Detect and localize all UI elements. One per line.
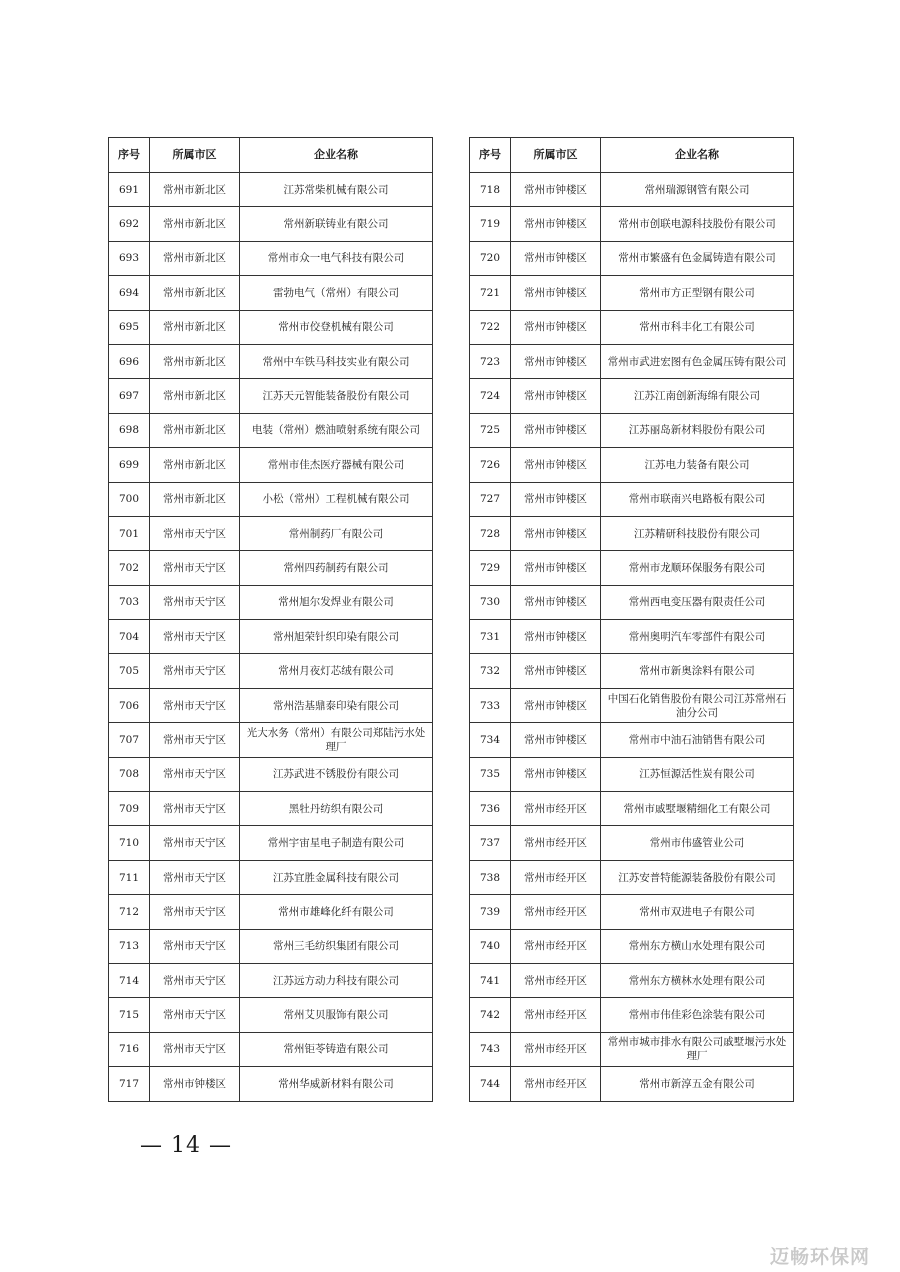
row-number: 710 <box>109 826 150 860</box>
row-company: 常州市雄峰化纤有限公司 <box>240 895 433 929</box>
row-company: 中国石化销售股份有限公司江苏常州石油分公司 <box>601 688 794 722</box>
row-company: 光大水务（常州）有限公司郑陆污水处理厂 <box>240 723 433 757</box>
row-district: 常州市钟楼区 <box>511 585 601 619</box>
row-number: 731 <box>470 620 511 654</box>
table-row <box>109 757 433 791</box>
table-row <box>470 585 794 619</box>
row-company: 常州西电变压器有限责任公司 <box>601 585 794 619</box>
row-district: 常州市钟楼区 <box>511 688 601 722</box>
row-district: 常州市钟楼区 <box>511 654 601 688</box>
row-district: 常州市天宁区 <box>150 688 240 722</box>
row-company: 常州旭尔发焊业有限公司 <box>240 585 433 619</box>
row-district: 常州市天宁区 <box>150 654 240 688</box>
row-district: 常州市经开区 <box>511 1032 601 1066</box>
row-company: 江苏江南创新海绵有限公司 <box>601 379 794 413</box>
row-company: 江苏恒源活性炭有限公司 <box>601 757 794 791</box>
table-row <box>109 516 433 550</box>
row-number: 734 <box>470 723 511 757</box>
row-district: 常州市天宁区 <box>150 585 240 619</box>
table-row <box>470 998 794 1032</box>
row-number: 715 <box>109 998 150 1032</box>
row-number: 695 <box>109 310 150 344</box>
right-table <box>469 137 794 1102</box>
row-company: 江苏远方动力科技有限公司 <box>240 963 433 997</box>
row-district: 常州市新北区 <box>150 344 240 378</box>
table-row <box>470 963 794 997</box>
row-number: 700 <box>109 482 150 516</box>
row-district: 常州市钟楼区 <box>511 448 601 482</box>
table-row <box>470 344 794 378</box>
table-row <box>470 826 794 860</box>
row-number: 691 <box>109 173 150 207</box>
row-number: 707 <box>109 723 150 757</box>
table-row <box>470 448 794 482</box>
row-company: 江苏天元智能装备股份有限公司 <box>240 379 433 413</box>
table-row <box>470 413 794 447</box>
row-company: 常州新联铸业有限公司 <box>240 207 433 241</box>
row-district: 常州市新北区 <box>150 413 240 447</box>
row-company: 常州钜苓铸造有限公司 <box>240 1032 433 1066</box>
row-number: 693 <box>109 241 150 275</box>
header-district: 所属市区 <box>511 138 601 173</box>
table-row <box>109 895 433 929</box>
row-number: 720 <box>470 241 511 275</box>
row-district: 常州市天宁区 <box>150 757 240 791</box>
row-company: 江苏常柴机械有限公司 <box>240 173 433 207</box>
row-company: 常州市新奥涂料有限公司 <box>601 654 794 688</box>
row-number: 706 <box>109 688 150 722</box>
row-company: 常州东方横林水处理有限公司 <box>601 963 794 997</box>
row-number: 702 <box>109 551 150 585</box>
table-row <box>109 963 433 997</box>
row-district: 常州市经开区 <box>511 929 601 963</box>
row-district: 常州市新北区 <box>150 310 240 344</box>
table-row <box>470 516 794 550</box>
row-district: 常州市天宁区 <box>150 860 240 894</box>
row-district: 常州市天宁区 <box>150 792 240 826</box>
row-number: 699 <box>109 448 150 482</box>
table-row <box>109 310 433 344</box>
row-company: 常州市武进宏图有色金属压铸有限公司 <box>601 344 794 378</box>
row-district: 常州市钟楼区 <box>511 379 601 413</box>
row-number: 743 <box>470 1032 511 1066</box>
row-number: 725 <box>470 413 511 447</box>
table-row <box>109 585 433 619</box>
row-company: 常州市新淳五金有限公司 <box>601 1067 794 1101</box>
row-district: 常州市经开区 <box>511 792 601 826</box>
table-row <box>109 207 433 241</box>
table-row <box>470 792 794 826</box>
row-company: 江苏宜胜金属科技有限公司 <box>240 860 433 894</box>
row-district: 常州市新北区 <box>150 241 240 275</box>
row-company: 常州月夜灯芯绒有限公司 <box>240 654 433 688</box>
table-row <box>470 241 794 275</box>
header-row <box>109 138 433 173</box>
row-district: 常州市钟楼区 <box>511 482 601 516</box>
row-district: 常州市经开区 <box>511 963 601 997</box>
watermark: 迈畅环保网 <box>770 1246 871 1268</box>
row-number: 721 <box>470 276 511 310</box>
row-district: 常州市天宁区 <box>150 929 240 963</box>
row-number: 711 <box>109 860 150 894</box>
row-company: 常州三毛纺织集团有限公司 <box>240 929 433 963</box>
table-row <box>109 241 433 275</box>
row-company: 黑牡丹纺织有限公司 <box>240 792 433 826</box>
table-row <box>109 929 433 963</box>
row-district: 常州市经开区 <box>511 860 601 894</box>
row-district: 常州市天宁区 <box>150 723 240 757</box>
row-district: 常州市天宁区 <box>150 826 240 860</box>
row-number: 744 <box>470 1067 511 1101</box>
left-table <box>108 137 433 1102</box>
row-company: 常州市佳杰医疗器械有限公司 <box>240 448 433 482</box>
row-district: 常州市经开区 <box>511 1067 601 1101</box>
row-number: 714 <box>109 963 150 997</box>
row-number: 697 <box>109 379 150 413</box>
table-row <box>470 207 794 241</box>
row-district: 常州市经开区 <box>511 895 601 929</box>
row-company: 常州市伟佳彩色涂装有限公司 <box>601 998 794 1032</box>
table-row <box>109 482 433 516</box>
table-row <box>470 379 794 413</box>
row-district: 常州市新北区 <box>150 173 240 207</box>
row-company: 常州奥明汽车零部件有限公司 <box>601 620 794 654</box>
row-number: 722 <box>470 310 511 344</box>
row-number: 728 <box>470 516 511 550</box>
row-district: 常州市钟楼区 <box>511 413 601 447</box>
table-row <box>109 448 433 482</box>
row-company: 常州艾贝服饰有限公司 <box>240 998 433 1032</box>
table-row <box>109 998 433 1032</box>
row-number: 696 <box>109 344 150 378</box>
table-row <box>470 1067 794 1101</box>
table-row <box>470 757 794 791</box>
row-district: 常州市天宁区 <box>150 998 240 1032</box>
row-district: 常州市新北区 <box>150 482 240 516</box>
row-company: 小松（常州）工程机械有限公司 <box>240 482 433 516</box>
table-row <box>470 276 794 310</box>
row-district: 常州市天宁区 <box>150 620 240 654</box>
page-number: — 14 — <box>140 1133 232 1158</box>
row-number: 712 <box>109 895 150 929</box>
row-district: 常州市经开区 <box>511 998 601 1032</box>
row-number: 739 <box>470 895 511 929</box>
header-company: 企业名称 <box>240 138 433 173</box>
table-row <box>109 1067 433 1101</box>
row-district: 常州市天宁区 <box>150 516 240 550</box>
row-district: 常州市钟楼区 <box>511 551 601 585</box>
row-number: 730 <box>470 585 511 619</box>
row-district: 常州市钟楼区 <box>511 723 601 757</box>
row-district: 常州市钟楼区 <box>511 516 601 550</box>
row-number: 740 <box>470 929 511 963</box>
row-district: 常州市天宁区 <box>150 963 240 997</box>
row-number: 709 <box>109 792 150 826</box>
table-row <box>470 895 794 929</box>
row-number: 719 <box>470 207 511 241</box>
row-number: 708 <box>109 757 150 791</box>
table-row <box>109 173 433 207</box>
row-company: 电装（常州）燃油喷射系统有限公司 <box>240 413 433 447</box>
row-company: 常州市佼登机械有限公司 <box>240 310 433 344</box>
table-row <box>109 344 433 378</box>
row-number: 698 <box>109 413 150 447</box>
row-district: 常州市钟楼区 <box>511 344 601 378</box>
row-company: 常州市城市排水有限公司戚墅堰污水处理厂 <box>601 1032 794 1066</box>
row-district: 常州市钟楼区 <box>511 173 601 207</box>
row-district: 常州市经开区 <box>511 826 601 860</box>
row-number: 726 <box>470 448 511 482</box>
row-number: 694 <box>109 276 150 310</box>
row-company: 江苏电力装备有限公司 <box>601 448 794 482</box>
table-row <box>470 310 794 344</box>
table-row <box>470 688 794 722</box>
row-company: 雷勃电气（常州）有限公司 <box>240 276 433 310</box>
table-row <box>470 620 794 654</box>
row-number: 727 <box>470 482 511 516</box>
row-number: 738 <box>470 860 511 894</box>
row-company: 常州浩基鼎泰印染有限公司 <box>240 688 433 722</box>
row-district: 常州市天宁区 <box>150 551 240 585</box>
table-row <box>470 173 794 207</box>
table-row <box>109 551 433 585</box>
row-district: 常州市钟楼区 <box>511 276 601 310</box>
table-row <box>109 688 433 722</box>
row-number: 736 <box>470 792 511 826</box>
row-number: 703 <box>109 585 150 619</box>
row-company: 常州瑞源钢管有限公司 <box>601 173 794 207</box>
row-number: 729 <box>470 551 511 585</box>
row-company: 常州市伟盛管业公司 <box>601 826 794 860</box>
row-number: 705 <box>109 654 150 688</box>
row-district: 常州市钟楼区 <box>511 620 601 654</box>
table-row <box>109 413 433 447</box>
table-row <box>470 929 794 963</box>
row-district: 常州市钟楼区 <box>511 207 601 241</box>
table-row <box>109 379 433 413</box>
row-company: 常州市中油石油销售有限公司 <box>601 723 794 757</box>
row-company: 常州市科丰化工有限公司 <box>601 310 794 344</box>
row-company: 常州市双进电子有限公司 <box>601 895 794 929</box>
row-company: 常州制药厂有限公司 <box>240 516 433 550</box>
row-company: 江苏安普特能源装备股份有限公司 <box>601 860 794 894</box>
table-row <box>470 723 794 757</box>
row-district: 常州市钟楼区 <box>511 310 601 344</box>
row-company: 常州市联南兴电路板有限公司 <box>601 482 794 516</box>
header-num: 序号 <box>470 138 511 173</box>
row-number: 713 <box>109 929 150 963</box>
table-row <box>109 860 433 894</box>
row-company: 常州市创联电源科技股份有限公司 <box>601 207 794 241</box>
row-number: 741 <box>470 963 511 997</box>
row-district: 常州市钟楼区 <box>511 757 601 791</box>
header-company: 企业名称 <box>601 138 794 173</box>
row-number: 733 <box>470 688 511 722</box>
table-row <box>109 276 433 310</box>
row-company: 常州旭荣针织印染有限公司 <box>240 620 433 654</box>
row-number: 742 <box>470 998 511 1032</box>
row-company: 江苏武进不锈股份有限公司 <box>240 757 433 791</box>
table-row <box>470 654 794 688</box>
row-number: 732 <box>470 654 511 688</box>
row-number: 737 <box>470 826 511 860</box>
row-district: 常州市新北区 <box>150 379 240 413</box>
row-number: 724 <box>470 379 511 413</box>
row-company: 常州市繁盛有色金属铸造有限公司 <box>601 241 794 275</box>
row-number: 718 <box>470 173 511 207</box>
header-num: 序号 <box>109 138 150 173</box>
header-row <box>470 138 794 173</box>
row-company: 常州四药制药有限公司 <box>240 551 433 585</box>
table-row <box>109 1032 433 1066</box>
row-number: 717 <box>109 1067 150 1101</box>
row-company: 常州市方正型钢有限公司 <box>601 276 794 310</box>
row-district: 常州市新北区 <box>150 448 240 482</box>
row-number: 692 <box>109 207 150 241</box>
row-district: 常州市新北区 <box>150 207 240 241</box>
row-district: 常州市天宁区 <box>150 895 240 929</box>
row-company: 常州市龙顺环保服务有限公司 <box>601 551 794 585</box>
row-number: 723 <box>470 344 511 378</box>
row-company: 江苏丽岛新材料股份有限公司 <box>601 413 794 447</box>
row-company: 江苏精研科技股份有限公司 <box>601 516 794 550</box>
table-row <box>470 860 794 894</box>
table-row <box>470 551 794 585</box>
row-number: 716 <box>109 1032 150 1066</box>
table-row <box>109 792 433 826</box>
row-company: 常州市戚墅堰精细化工有限公司 <box>601 792 794 826</box>
row-district: 常州市天宁区 <box>150 1032 240 1066</box>
row-district: 常州市钟楼区 <box>511 241 601 275</box>
row-number: 701 <box>109 516 150 550</box>
row-number: 704 <box>109 620 150 654</box>
table-row <box>109 654 433 688</box>
table-row <box>109 723 433 757</box>
row-number: 735 <box>470 757 511 791</box>
row-district: 常州市新北区 <box>150 276 240 310</box>
row-company: 常州中车铁马科技实业有限公司 <box>240 344 433 378</box>
table-row <box>109 620 433 654</box>
table-row <box>470 482 794 516</box>
row-district: 常州市钟楼区 <box>150 1067 240 1101</box>
header-district: 所属市区 <box>150 138 240 173</box>
table-row <box>109 826 433 860</box>
row-company: 常州东方横山水处理有限公司 <box>601 929 794 963</box>
row-company: 常州宇宙星电子制造有限公司 <box>240 826 433 860</box>
row-company: 常州华威新材料有限公司 <box>240 1067 433 1101</box>
row-company: 常州市众一电气科技有限公司 <box>240 241 433 275</box>
table-row <box>470 1032 794 1066</box>
